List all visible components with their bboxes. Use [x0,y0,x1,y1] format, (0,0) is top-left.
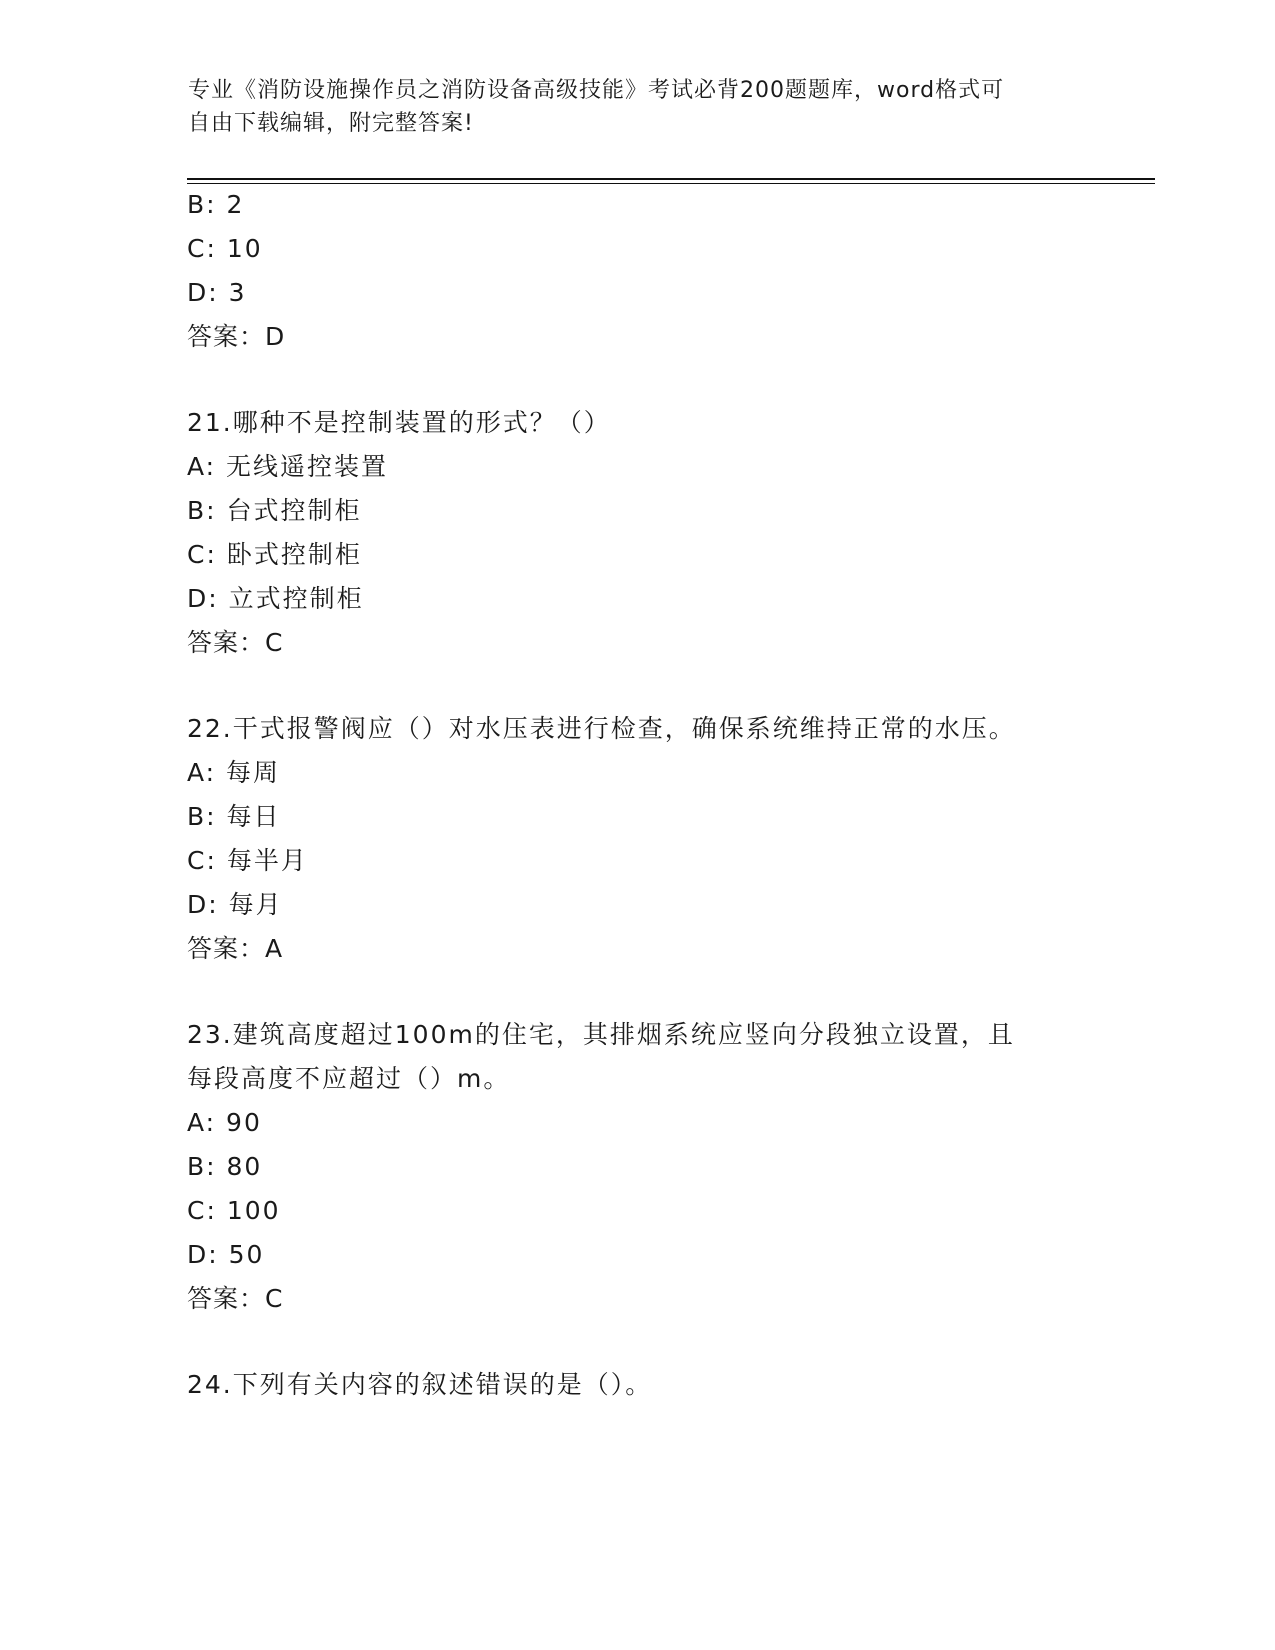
question-21-option-b: B: 台式控制柜 [187,496,362,525]
question-22-answer: 答案：A [187,934,284,963]
question-21-option-a: A: 无线遥控装置 [187,452,389,481]
option-b: B: 2 [187,190,245,219]
question-21-option-c: C: 卧式控制柜 [187,540,362,569]
question-23-stem-line-1: 23.建筑高度超过100m的住宅，其排烟系统应竖向分段独立设置，且 [187,1020,1015,1049]
question-23-stem-line-2: 每段高度不应超过（）m。 [187,1064,511,1093]
question-22-stem: 22.干式报警阀应（）对水压表进行检查，确保系统维持正常的水压。 [187,714,1016,743]
question-21-stem: 21.哪种不是控制装置的形式？（） [187,408,611,437]
question-23-option-b: B: 80 [187,1152,263,1181]
header-line-1: 专业《消防设施操作员之消防设备高级技能》考试必背200题题库，word格式可 [188,78,1005,103]
question-23-answer: 答案：C [187,1284,284,1313]
header-line-2: 自由下载编辑，附完整答案! [188,111,474,136]
question-22-option-a: A: 每周 [187,758,281,787]
question-22-option-b: B: 每日 [187,802,281,831]
question-24-stem: 24.下列有关内容的叙述错误的是（）。 [187,1370,653,1399]
option-d: D: 3 [187,278,247,307]
answer-line: 答案：D [187,322,286,351]
question-22-option-d: D: 每月 [187,890,283,919]
question-21-option-d: D: 立式控制柜 [187,584,364,613]
option-c: C: 10 [187,234,263,263]
question-23-option-c: C: 100 [187,1196,281,1225]
question-21-answer: 答案：C [187,628,284,657]
document-header [188,74,1068,140]
header-divider-thick [187,178,1155,180]
question-23-option-d: D: 50 [187,1240,265,1269]
question-22-option-c: C: 每半月 [187,846,308,875]
question-23-option-a: A: 90 [187,1108,262,1137]
header-divider-thin [187,183,1155,184]
